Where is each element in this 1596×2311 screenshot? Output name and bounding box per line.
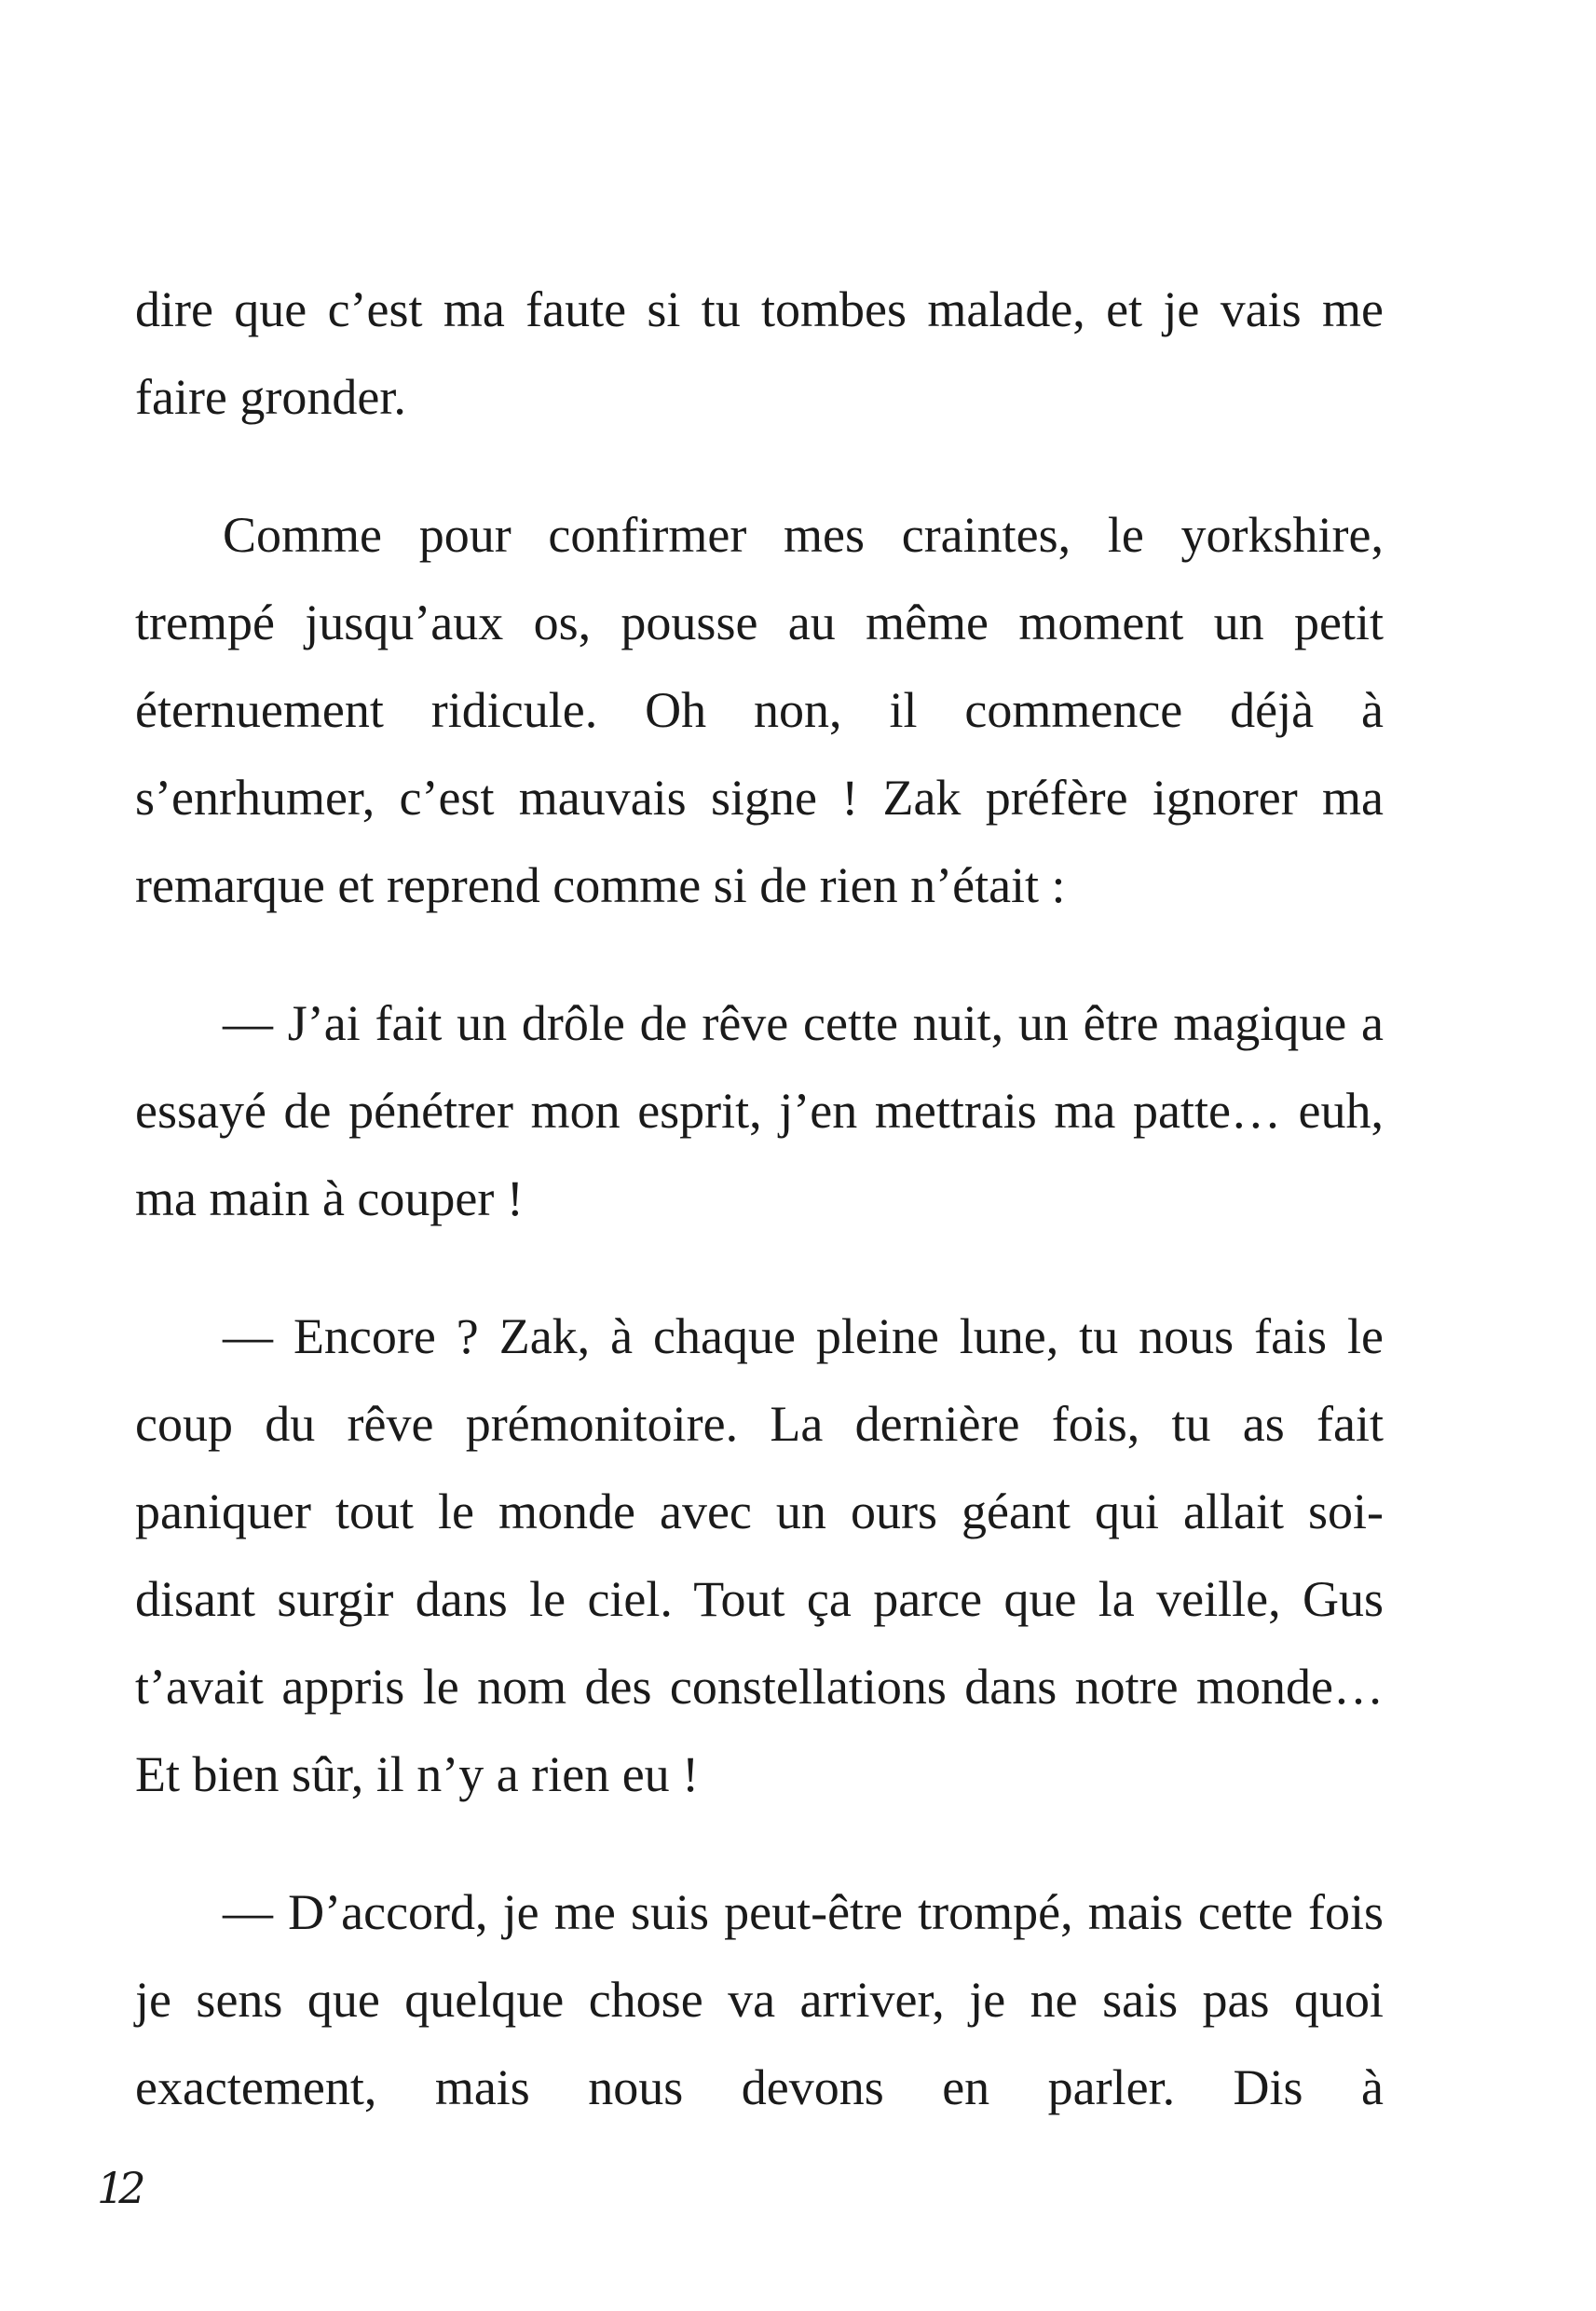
paragraph-1: dire que c’est ma faute si tu tombes malade, et je vais me faire gronder. [135, 281, 1384, 425]
body-text [135, 266, 1384, 2131]
paragraph-4: — Encore ? Zak, à chaque pleine lune, tu nous fais le coup du rêve prémonitoire. La dernière fois, tu as fait paniquer tout le monde avec un ours géant qui allait soi-disant surgir dans le ciel. Tout ça parce que la veille, Gus t’avait appris le nom des constellations dans notre monde… Et bien sûr, il n’y a rien eu ! [135, 1308, 1384, 1802]
page-number: 12 [97, 2163, 141, 2213]
paragraph-5: — D’accord, je me suis peut-être trompé, mais cette fois je sens que quelque chose va arriver, je ne sais pas quoi exactement, mais nous devons en parler. Dis à [135, 1884, 1384, 2115]
paragraph-2: Comme pour confirmer mes craintes, le yorkshire, trempé jusqu’aux os, pousse au même moment un petit éternuement ridicule. Oh non, il commence déjà à s’enrhumer, c’est mauvais signe ! Zak préfère ignorer ma remarque et reprend comme si de rien n’était : [135, 507, 1384, 913]
paragraph-3: — J’ai fait un drôle de rêve cette nuit, un être magique a essayé de pénétrer mon esprit, j’en mettrais ma patte… euh, ma main à couper ! [135, 995, 1384, 1226]
